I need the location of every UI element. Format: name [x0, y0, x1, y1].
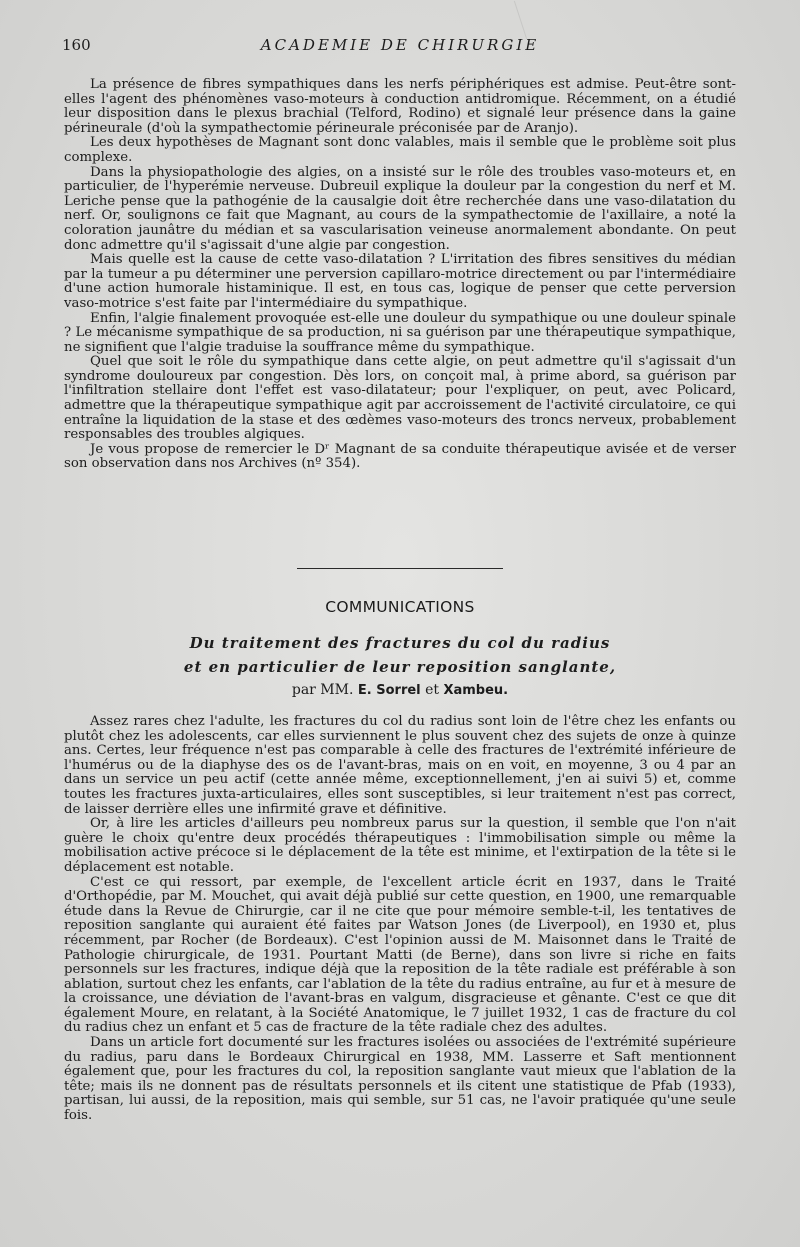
byline-conjunction: et: [425, 682, 439, 698]
author-name: E. Sorrel: [357, 683, 421, 698]
byline-prefix: par MM.: [291, 682, 354, 698]
section-divider: [297, 568, 503, 569]
article-title-line-2: et en particulier de leur reposition sanglante,: [183, 658, 617, 676]
report-paragraph: Les deux hypothèses de Magnant sont donc valables, mais il semble que le problème soit plus complexe.: [64, 135, 736, 165]
report-paragraph: La présence de fibres sympathiques dans les nerfs périphériques est admise. Peut-être sont-elles l'agent des phénomènes vaso-moteurs à conduction antidromique. Récemment, on a étudié leur disposition dans le plexus brachial (Telford, Rodino) et signalé leur présence dans la gaine périneurale (d'où la sympathectomie périneurale préconisée par de Aranjo).: [64, 77, 736, 136]
article-paragraph: Dans un article fort documenté sur les fractures isolées ou associées de l'extrémité supérieure du radius, paru dans le Bordeaux Chirurgical en 1938, MM. Lasserre et Saft mentionnent également que, pour les fractures du col, la reposition sanglante vaut mieux que l'ablation de la tête; mais ils ne donnent pas de résultats personnels et ils citent une statistique de Pfab (1933), partisan, lui aussi, de la reposition, mais qui semble, sur 51 cas, ne l'avoir pratiquée qu'une seule fois.: [64, 1035, 736, 1124]
page-header: [60, 36, 740, 62]
report-paragraph: Mais quelle est la cause de cette vaso-dilatation ? L'irritation des fibres sensitives du médian par la tumeur a pu déterminer une perversion capillaro-motrice directement ou par l'intermédiaire d'une action humorale histaminique. Il est, en tous cas, logique de penser que cette perversion vaso-motrice s'est faite par l'intermédiaire du sympathique.: [64, 252, 736, 311]
author-name: Xambeu.: [443, 683, 509, 698]
report-paragraph: Quel que soit le rôle du sympathique dans cette algie, on peut admettre qu'il s'agissait d'un syndrome douloureux par congestion. Dès lors, on conçoit mal, à prime abord, sa guérison par l'infiltration stellaire dont l'effet est vaso-dilatateur; pour l'expliquer, on peut, avec Policard, admettre que la thérapeutique sympathique agit par accroissement de l'activité circulatoire, ce qui entraîne la liquidation de la stase et des œdèmes vaso-moteurs des troncs nerveux, probablement responsables des troubles algiques.: [64, 354, 736, 443]
article-paragraph: Assez rares chez l'adulte, les fractures du col du radius sont loin de l'être chez les enfants ou plutôt chez les adolescents, car elles surviennent le plus souvent chez des sujets de onze à quinze ans. Certes, leur fréquence n'est pas comparable à celle des fractures de l'extrémité inférieure de l'humérus ou de la diaphyse des os de l'avant-bras, mais on en voit, en moyenne, 3 ou 4 par an dans un service un peu actif (cette année même, exceptionnellement, j'en ai suivi 5) et, comme toutes les fractures juxta-articulaires, elles sont susceptibles, si leur traitement n'est pas correct, de laisser derrière elles une infirmité grave et définitive.: [64, 714, 736, 817]
report-body: [64, 78, 736, 472]
article-paragraph: C'est ce qui ressort, par exemple, de l'excellent article écrit en 1937, dans le Traité d'Orthopédie, par M. Mouchet, qui avait déjà publié sur cette question, en 1900, une remarquable étude dans la Revue de Chirurgie, car il ne cite que pour mémoire semble-t-il, les tentatives de reposition sanglante qui auraient été faites par Watson Jones (de Liverpool), en 1930 et, plus récemment, par Rocher (de Bordeaux). C'est l'opinion aussi de M. Maisonnet dans le Traité de Pathologie chirurgicale, de 1931. Pourtant Matti (de Berne), dans son livre si riche en faits personnels sur les fractures, indique déjà que la reposition de la tête radiale est préférable à son ablation, surtout chez les enfants, car l'ablation de la tête du radius entraîne, au fur et à mesure de la croissance, une déviation de l'avant-bras en valgum, disgracieuse et gênante. C'est ce que dit également Moure, en relatant, à la Société Anatomique, le 7 juillet 1932, 1 cas de fracture du col du radius chez un enfant et 5 cas de fracture de la tête radiale chez des adultes.: [64, 874, 736, 1036]
article-title-line-1: Du traitement des fractures du col du radius: [189, 634, 611, 652]
article-body: [64, 715, 736, 1124]
running-head: ACADEMIE DE CHIRURGIE: [260, 36, 540, 54]
report-paragraph: Dans la physiopathologie des algies, on a insisté sur le rôle des troubles vaso-moteurs et, en particulier, de l'hyperémie nerveuse. Dubreuil explique la douleur par la congestion du nerf et M. Leriche pense que la pathogénie de la causalgie doit être recherchée dans une vaso-dilatation du nerf. Or, soulignons ce fait que Magnant, au cours de la sympathectomie de l'axillaire, a noté la coloration jaunâtre du médian et sa vascularisation veineuse anormalement abondante. On peut donc admettre qu'il s'agissait d'une algie par congestion.: [64, 164, 736, 253]
report-paragraph: Enfin, l'algie finalement provoquée est-elle une douleur du sympathique ou une douleur spinale ? Le mécanisme sympathique de sa production, ni sa guérison par une thérapeutique sympathique, ne signifient que l'algie traduise la souffrance même du sympathique.: [64, 310, 736, 355]
report-paragraph: Je vous propose de remercier le Dʳ Magnant de sa conduite thérapeutique avisée et de verser son observation dans nos Archives (nº 354).: [64, 441, 736, 472]
article-byline: [0, 682, 800, 698]
scan-artifact: [514, 1, 527, 39]
article-paragraph: Or, à lire les articles d'ailleurs peu nombreux parus sur la question, il semble que l'on n'ait guère le choix qu'entre deux procédés thérapeutiques : l'immobilisation simple ou même la mobilisation active précoce si le déplacement de la tête est minime, et l'extirpation de la tête si le déplacement est notable.: [64, 816, 736, 875]
page-number: 160: [62, 36, 91, 54]
section-heading: COMMUNICATIONS: [325, 598, 475, 616]
